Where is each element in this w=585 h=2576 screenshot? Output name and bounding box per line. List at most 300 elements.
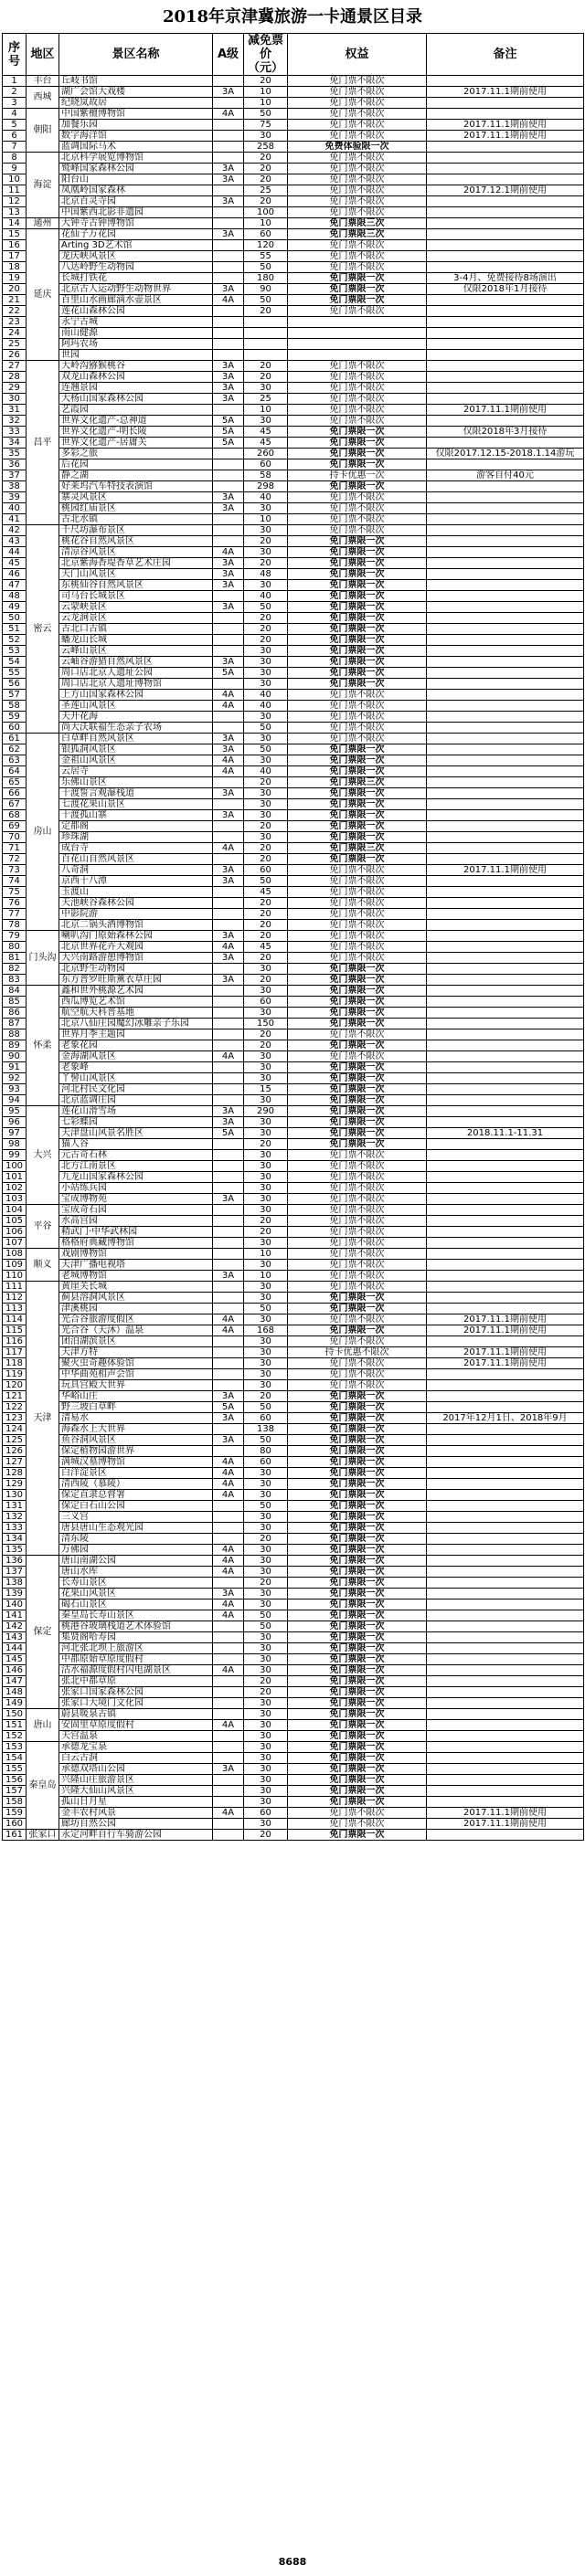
table-row <box>3 1172 584 1183</box>
row-number: 132 <box>3 1512 27 1523</box>
a-level <box>213 1786 244 1797</box>
table-row <box>3 734 584 744</box>
row-number: 141 <box>3 1610 27 1621</box>
spot-name: 唐县唐山生态观光园 <box>59 1523 213 1534</box>
spot-name: 金祖山风景区 <box>59 755 213 766</box>
a-level <box>213 1775 244 1786</box>
rights: 免门票限一次 <box>288 1019 427 1029</box>
spot-name: 清凉谷风景区 <box>59 547 213 558</box>
notes: 2018.11.1-11.31 <box>427 1128 584 1139</box>
price: 40 <box>244 591 288 602</box>
table-row <box>3 690 584 701</box>
price: 40 <box>244 690 288 701</box>
rights: 免门票限一次 <box>288 1709 427 1720</box>
notes <box>427 1589 584 1599</box>
row-number: 74 <box>3 876 27 887</box>
price: 100 <box>244 207 288 218</box>
notes <box>427 1709 584 1720</box>
rights: 免门票不限次 <box>288 920 427 931</box>
row-number: 161 <box>3 1830 27 1841</box>
rights: 免门票限一次 <box>288 1578 427 1589</box>
notes <box>427 503 584 514</box>
a-level: 3A <box>213 953 244 964</box>
spot-name: 承德双塔山公园 <box>59 1764 213 1775</box>
rights <box>288 317 427 328</box>
spot-name: 大兴南路游憩博物馆 <box>59 953 213 964</box>
table-row <box>3 964 584 975</box>
spot-name: Arting 3D艺术馆 <box>59 240 213 251</box>
spot-name: 周口店北京人遗址博物馆 <box>59 679 213 690</box>
spot-name: 玩具宫殿大世界 <box>59 1380 213 1391</box>
table-row <box>3 1589 584 1599</box>
row-number: 153 <box>3 1742 27 1753</box>
rights: 免门票限一次 <box>288 547 427 558</box>
rights: 免门票不限次 <box>288 164 427 174</box>
rights: 免门票不限次 <box>288 405 427 416</box>
row-number: 90 <box>3 1051 27 1062</box>
table-row <box>3 449 584 459</box>
table-row <box>3 854 584 865</box>
notes <box>427 1205 584 1216</box>
table-row <box>3 843 584 854</box>
spot-name: 保定白石山公园 <box>59 1501 213 1512</box>
notes <box>427 712 584 723</box>
spot-name: 纪晓岚故居 <box>59 98 213 109</box>
price: 30 <box>244 1205 288 1216</box>
row-number: 158 <box>3 1797 27 1808</box>
a-level <box>213 1336 244 1347</box>
price: 50 <box>244 876 288 887</box>
row-number: 65 <box>3 777 27 788</box>
price: 30 <box>244 799 288 810</box>
notes <box>427 1095 584 1106</box>
rights: 免门票不限次 <box>288 909 427 920</box>
header-region: 地区 <box>27 34 59 76</box>
table-row <box>3 953 584 964</box>
spot-name: 团泊湖滨景区 <box>59 1336 213 1347</box>
rights: 免门票限一次 <box>288 986 427 997</box>
a-level: 3A <box>213 1589 244 1599</box>
price: 20 <box>244 613 288 624</box>
rights: 免门票不限次 <box>288 1358 427 1369</box>
rights: 免门票限一次 <box>288 1512 427 1523</box>
spot-name: 尚大沃联福生态亲子农场 <box>59 723 213 734</box>
row-number: 54 <box>3 657 27 668</box>
price: 30 <box>244 1095 288 1106</box>
a-level <box>213 405 244 416</box>
table-row <box>3 131 584 142</box>
a-level <box>213 251 244 262</box>
table-row <box>3 821 584 832</box>
price: 30 <box>244 1238 288 1249</box>
notes <box>427 1117 584 1128</box>
rights: 免门票限一次 <box>288 459 427 470</box>
price: 20 <box>244 536 288 547</box>
rights: 免门票限一次 <box>288 766 427 777</box>
price: 30 <box>244 416 288 427</box>
spot-name: 司马台长城景区 <box>59 591 213 602</box>
row-number: 83 <box>3 975 27 986</box>
table-row <box>3 306 584 317</box>
notes <box>427 569 584 580</box>
region-cell: 房山 <box>27 734 59 931</box>
rights: 免门票限一次 <box>288 1731 427 1742</box>
notes <box>427 1435 584 1446</box>
row-number: 107 <box>3 1238 27 1249</box>
notes <box>427 657 584 668</box>
rights: 免门票不限次 <box>288 131 427 142</box>
row-number: 5 <box>3 120 27 131</box>
region-cell: 门头沟 <box>27 931 59 986</box>
rights: 免门票不限次 <box>288 1260 427 1271</box>
a-level <box>213 142 244 153</box>
row-number: 20 <box>3 284 27 295</box>
price: 60 <box>244 229 288 240</box>
spot-name: 安固里草原度假村 <box>59 1720 213 1731</box>
spot-name: 华峪山庄 <box>59 1391 213 1402</box>
rights: 免门票不限次 <box>288 1808 427 1819</box>
spot-name: 蓟县溶洞风景区 <box>59 1293 213 1304</box>
price: 30 <box>244 1183 288 1194</box>
price: 50 <box>244 1621 288 1632</box>
notes <box>427 1062 584 1073</box>
row-number: 138 <box>3 1578 27 1589</box>
document-title: 2018年京津冀旅游一卡通景区目录 <box>162 7 423 26</box>
a-level <box>213 854 244 865</box>
notes <box>427 1073 584 1084</box>
row-number: 14 <box>3 218 27 229</box>
spot-name: 鹫峰国家森林公园 <box>59 164 213 174</box>
notes <box>427 383 584 394</box>
spot-name: 南山健源 <box>59 328 213 339</box>
spot-name: 天门山风景区 <box>59 569 213 580</box>
table-row <box>3 514 584 525</box>
row-number: 117 <box>3 1347 27 1358</box>
a-level: 4A <box>213 1556 244 1567</box>
notes: 2017.11.1期前使用 <box>427 1808 584 1819</box>
table-row <box>3 755 584 766</box>
notes <box>427 986 584 997</box>
price: 20 <box>244 372 288 383</box>
row-number: 133 <box>3 1523 27 1534</box>
notes <box>427 701 584 712</box>
notes <box>427 1051 584 1062</box>
a-level <box>213 339 244 350</box>
spot-name: 兴隆山庄旅游景区 <box>59 1775 213 1786</box>
price: 10 <box>244 405 288 416</box>
row-number: 34 <box>3 438 27 449</box>
row-number: 112 <box>3 1293 27 1304</box>
rights: 免门票不限次 <box>288 1282 427 1293</box>
notes <box>427 174 584 185</box>
price: 55 <box>244 251 288 262</box>
rights: 免门票不限次 <box>288 1216 427 1227</box>
spot-name: 十渡誓言观瀑栈道 <box>59 788 213 799</box>
a-level: 5A <box>213 668 244 679</box>
a-level <box>213 350 244 361</box>
table-row <box>3 744 584 755</box>
row-number: 29 <box>3 383 27 394</box>
price: 20 <box>244 624 288 635</box>
table-row <box>3 1435 584 1446</box>
region-cell: 海淀 <box>27 153 59 218</box>
price: 20 <box>244 1216 288 1227</box>
row-number: 25 <box>3 339 27 350</box>
price: 30 <box>244 679 288 690</box>
row-number: 144 <box>3 1643 27 1654</box>
spot-name: 秦皇岛长寿山景区 <box>59 1610 213 1621</box>
row-number: 106 <box>3 1227 27 1238</box>
row-number: 94 <box>3 1095 27 1106</box>
a-level: 3A <box>213 876 244 887</box>
spot-name: 元古奇石林 <box>59 1150 213 1161</box>
row-number: 121 <box>3 1391 27 1402</box>
row-number: 66 <box>3 788 27 799</box>
rights: 持卡优惠一次 <box>288 470 427 481</box>
price: 30 <box>244 1709 288 1720</box>
row-number: 126 <box>3 1446 27 1457</box>
notes <box>427 1183 584 1194</box>
row-number: 46 <box>3 569 27 580</box>
rights: 免门票限一次 <box>288 1293 427 1304</box>
rights: 免门票不限次 <box>288 942 427 953</box>
price <box>244 317 288 328</box>
a-level <box>213 525 244 536</box>
row-number: 103 <box>3 1194 27 1205</box>
row-number: 154 <box>3 1753 27 1764</box>
spot-name: 兴隆大仙山风景区 <box>59 1786 213 1797</box>
table-row <box>3 788 584 799</box>
a-level: 3A <box>213 229 244 240</box>
rights: 免门票限一次 <box>288 569 427 580</box>
price: 30 <box>244 1764 288 1775</box>
table-row <box>3 701 584 712</box>
table-row <box>3 1775 584 1786</box>
notes <box>427 142 584 153</box>
table-row <box>3 1106 584 1117</box>
row-number: 41 <box>3 514 27 525</box>
row-number: 16 <box>3 240 27 251</box>
table-row <box>3 1556 584 1567</box>
row-number: 102 <box>3 1183 27 1194</box>
table-row <box>3 1095 584 1106</box>
table-row <box>3 87 584 98</box>
table-row <box>3 799 584 810</box>
spot-name: 莲花山滑雪场 <box>59 1106 213 1117</box>
price: 30 <box>244 1599 288 1610</box>
table-row <box>3 481 584 492</box>
spot-name: 莲花山森林公园 <box>59 306 213 317</box>
rights: 免门票不限次 <box>288 1380 427 1391</box>
rights: 免门票不限次 <box>288 98 427 109</box>
rights: 免门票不限次 <box>288 887 427 898</box>
notes <box>427 909 584 920</box>
price: 30 <box>244 1698 288 1709</box>
table-row <box>3 1227 584 1238</box>
a-level <box>213 1161 244 1172</box>
notes <box>427 1238 584 1249</box>
notes <box>427 1556 584 1567</box>
notes <box>427 547 584 558</box>
row-number: 26 <box>3 350 27 361</box>
table-row <box>3 1008 584 1019</box>
price: 30 <box>244 525 288 536</box>
notes <box>427 887 584 898</box>
spot-name: 清易水 <box>59 1413 213 1424</box>
rights: 免门票不限次 <box>288 1150 427 1161</box>
row-number: 116 <box>3 1336 27 1347</box>
row-number: 151 <box>3 1720 27 1731</box>
table-row <box>3 1457 584 1468</box>
spot-name: 百花山自然风景区 <box>59 854 213 865</box>
rights: 免门票限一次 <box>288 1402 427 1413</box>
a-level: 4A <box>213 843 244 854</box>
notes <box>427 350 584 361</box>
row-number: 35 <box>3 449 27 459</box>
row-number: 148 <box>3 1687 27 1698</box>
notes <box>427 953 584 964</box>
table-row <box>3 1139 584 1150</box>
spot-name: 老象峰 <box>59 1062 213 1073</box>
a-level <box>213 1062 244 1073</box>
row-number: 82 <box>3 964 27 975</box>
notes <box>427 997 584 1008</box>
price: 45 <box>244 942 288 953</box>
row-number: 2 <box>3 87 27 98</box>
spot-name: 天津盘山风景名胜区 <box>59 1128 213 1139</box>
table-row <box>3 723 584 734</box>
notes <box>427 1523 584 1534</box>
a-level <box>213 777 244 788</box>
rights: 免门票不限次 <box>288 1271 427 1282</box>
row-number: 108 <box>3 1249 27 1260</box>
row-number: 149 <box>3 1698 27 1709</box>
spot-name: 寨灵风景区 <box>59 492 213 503</box>
row-number: 58 <box>3 701 27 712</box>
row-number: 28 <box>3 372 27 383</box>
price: 60 <box>244 997 288 1008</box>
spot-name: 九龙山国家森林公园 <box>59 1172 213 1183</box>
table-row <box>3 766 584 777</box>
notes: 仅限2017.12.15-2018.1.14游玩 <box>427 449 584 459</box>
region-cell: 密云 <box>27 525 59 734</box>
table-row <box>3 251 584 262</box>
a-level <box>213 1709 244 1720</box>
table-row <box>3 1687 584 1698</box>
row-number: 10 <box>3 174 27 185</box>
a-level <box>213 1205 244 1216</box>
a-level <box>213 273 244 284</box>
row-number: 3 <box>3 98 27 109</box>
notes <box>427 1271 584 1282</box>
price: 20 <box>244 953 288 964</box>
spot-name: 张北中都草原 <box>59 1676 213 1687</box>
notes <box>427 734 584 744</box>
table-row <box>3 1161 584 1172</box>
price: 30 <box>244 1336 288 1347</box>
a-level: 3A <box>213 87 244 98</box>
price: 30 <box>244 1479 288 1490</box>
row-number: 137 <box>3 1567 27 1578</box>
price: 20 <box>244 975 288 986</box>
price: 120 <box>244 240 288 251</box>
a-level <box>213 328 244 339</box>
notes <box>427 109 584 120</box>
a-level: 4A <box>213 1610 244 1621</box>
notes <box>427 218 584 229</box>
rights: 免门票不限次 <box>288 701 427 712</box>
table-header-row <box>3 34 584 76</box>
a-level <box>213 986 244 997</box>
rights: 免门票不限次 <box>288 174 427 185</box>
spot-name: 八奇洞 <box>59 865 213 876</box>
a-level <box>213 1424 244 1435</box>
spot-name: 保定植物园游世界 <box>59 1446 213 1457</box>
table-row <box>3 1238 584 1249</box>
table-row <box>3 865 584 876</box>
spot-name: 北京百灵寺园 <box>59 196 213 207</box>
table-row <box>3 1150 584 1161</box>
row-number: 152 <box>3 1731 27 1742</box>
spot-name: 光合谷（天沐）温泉 <box>59 1325 213 1336</box>
price: 30 <box>244 788 288 799</box>
notes <box>427 690 584 701</box>
notes: 游客自付40元 <box>427 470 584 481</box>
notes <box>427 1380 584 1391</box>
rights: 免门票不限次 <box>288 262 427 273</box>
notes <box>427 295 584 306</box>
table-row <box>3 668 584 679</box>
spot-name: 唐山南湖公园 <box>59 1556 213 1567</box>
row-number: 12 <box>3 196 27 207</box>
row-number: 17 <box>3 251 27 262</box>
spot-name: 野三坡白草畔 <box>59 1402 213 1413</box>
notes <box>427 1304 584 1314</box>
price: 30 <box>244 1665 288 1676</box>
a-level: 3A <box>213 1106 244 1117</box>
table-row <box>3 569 584 580</box>
a-level <box>213 799 244 810</box>
notes <box>427 755 584 766</box>
row-number: 67 <box>3 799 27 810</box>
price: 30 <box>244 1073 288 1084</box>
rights <box>288 328 427 339</box>
a-level <box>213 1150 244 1161</box>
row-number: 64 <box>3 766 27 777</box>
spot-name: 永定河畔自行车骑游公园 <box>59 1830 213 1841</box>
price: 50 <box>244 1304 288 1314</box>
table-row <box>3 142 584 153</box>
notes <box>427 1216 584 1227</box>
spot-name: 珍珠湖 <box>59 832 213 843</box>
a-level <box>213 481 244 492</box>
a-level <box>213 679 244 690</box>
notes <box>427 1227 584 1238</box>
price: 20 <box>244 1139 288 1150</box>
notes <box>427 832 584 843</box>
spot-name: 东桃仙谷自然风景区 <box>59 580 213 591</box>
a-level <box>213 262 244 273</box>
row-number: 11 <box>3 185 27 196</box>
a-level: 3A <box>213 503 244 514</box>
spot-name: 古北水镇 <box>59 514 213 525</box>
notes <box>427 1632 584 1643</box>
row-number: 51 <box>3 624 27 635</box>
price: 50 <box>244 602 288 613</box>
table-row <box>3 1424 584 1435</box>
spot-name: 中国紫西北影非遗园 <box>59 207 213 218</box>
notes <box>427 1106 584 1117</box>
